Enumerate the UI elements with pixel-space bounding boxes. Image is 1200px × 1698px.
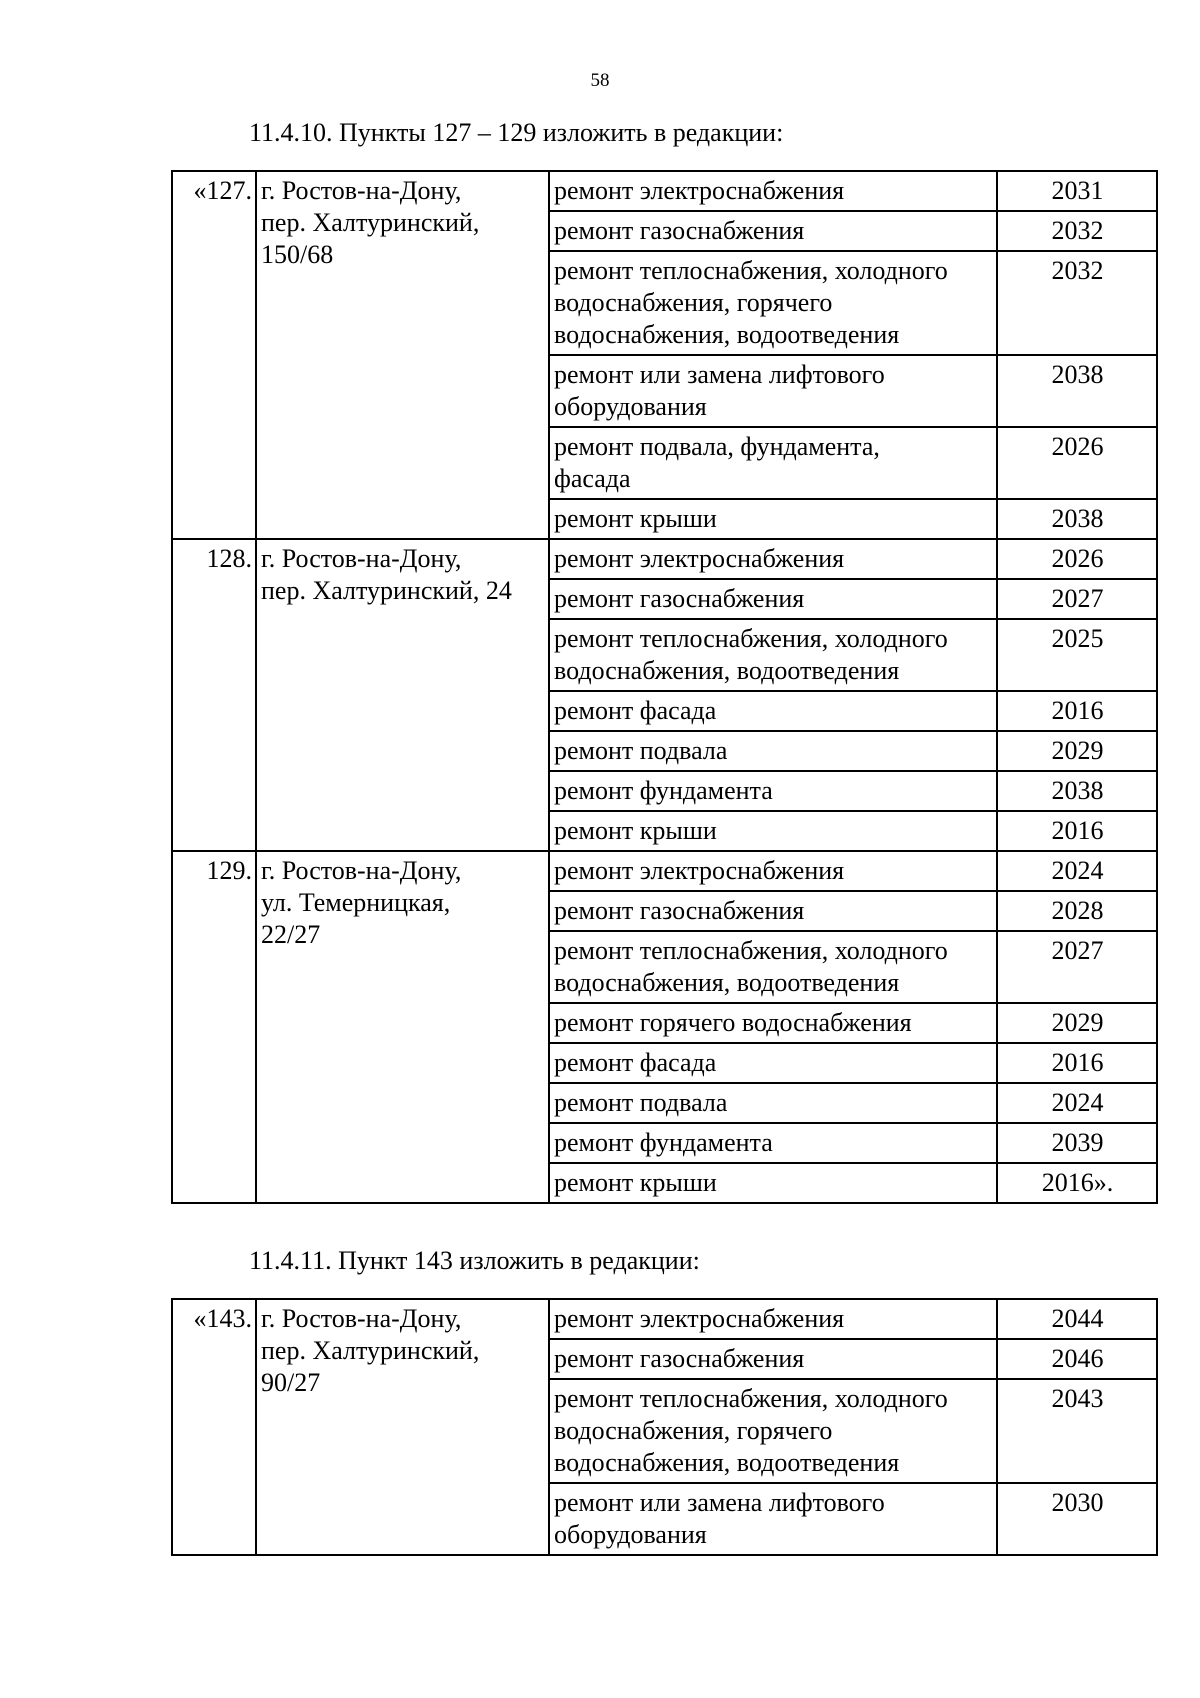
address-line: 22/27 [261,920,321,949]
work-type-line: водоснабжения, водоотведения [554,1448,900,1477]
year-cell: 2043 [997,1379,1157,1483]
work-type-cell [549,579,997,619]
work-type-line: ремонт теплоснабжения, холодного [554,1384,948,1413]
year-cell: 2016 [997,1043,1157,1083]
year-cell: 2039 [997,1123,1157,1163]
year-cell: 2038 [997,355,1157,427]
work-type-cell [549,355,997,427]
year-cell: 2028 [997,891,1157,931]
work-type-line: оборудования [554,1520,707,1549]
address-line: 150/68 [261,240,334,269]
work-type-line: ремонт газоснабжения [554,896,805,925]
year-cell: 2038 [997,771,1157,811]
work-type-cell [549,851,997,891]
work-type-cell [549,1299,997,1339]
work-type-line: ремонт теплоснабжения, холодного [554,256,948,285]
year-cell: 2032 [997,211,1157,251]
year-cell: 2024 [997,1083,1157,1123]
work-type-line: ремонт горячего водоснабжения [554,1008,912,1037]
year-cell: 2016 [997,691,1157,731]
entry-number: «143. [172,1299,256,1555]
work-type-cell [549,211,997,251]
year-cell: 2031 [997,171,1157,211]
work-type-line: водоснабжения, водоотведения [554,320,900,349]
work-type-cell [549,1483,997,1555]
work-type-line: ремонт крыши [554,504,717,533]
work-type-line: ремонт фундамента [554,776,773,805]
work-type-cell [549,171,997,211]
work-type-line: ремонт газоснабжения [554,216,805,245]
work-type-line: ремонт фасада [554,1048,717,1077]
work-type-cell [549,1123,997,1163]
work-type-line: ремонт теплоснабжения, холодного [554,624,948,653]
work-type-line: ремонт крыши [554,816,717,845]
work-type-line: ремонт подвала [554,1088,728,1117]
year-cell: 2030 [997,1483,1157,1555]
section-heading: 11.4.11. Пункт 143 изложить в редакции: [249,1246,700,1275]
address-line: ул. Темерницкая, [261,888,451,917]
work-type-line: водоснабжения, водоотведения [554,968,900,997]
section-heading: 11.4.10. Пункты 127 – 129 изложить в редакции: [249,118,784,147]
year-cell: 2046 [997,1339,1157,1379]
address-cell [256,171,549,539]
work-type-line: ремонт газоснабжения [554,1344,805,1373]
year-cell: 2025 [997,619,1157,691]
work-type-line: ремонт фундамента [554,1128,773,1157]
address-line: г. Ростов-на-Дону, [261,856,462,885]
work-type-cell [549,891,997,931]
work-type-line: водоснабжения, горячего [554,288,833,317]
work-type-line: ремонт подвала, фундамента, [554,432,880,461]
work-type-cell [549,731,997,771]
work-type-line: ремонт или замена лифтового [554,360,885,389]
work-type-line: водоснабжения, водоотведения [554,656,900,685]
year-cell: 2044 [997,1299,1157,1339]
address-line: 90/27 [261,1368,321,1397]
work-type-cell [549,931,997,1003]
work-type-cell [549,1339,997,1379]
work-type-line: ремонт электроснабжения [554,1304,845,1333]
work-type-cell [549,539,997,579]
work-type-line: водоснабжения, горячего [554,1416,833,1445]
work-type-cell [549,1379,997,1483]
year-cell: 2027 [997,579,1157,619]
year-cell: 2026 [997,427,1157,499]
repair-schedule-table [171,1298,1158,1556]
work-type-line: ремонт фасада [554,696,717,725]
work-type-line: ремонт электроснабжения [554,176,845,205]
work-type-cell [549,619,997,691]
year-cell: 2024 [997,851,1157,891]
work-type-line: фасада [554,464,631,493]
work-type-line: ремонт или замена лифтового [554,1488,885,1517]
work-type-cell [549,1003,997,1043]
work-type-line: ремонт подвала [554,736,728,765]
table-row [172,851,1157,891]
year-cell: 2027 [997,931,1157,1003]
page-number: 58 [590,70,610,91]
entry-number: 129. [172,851,256,1203]
address-cell [256,539,549,851]
work-type-cell [549,1163,997,1203]
table-row [172,539,1157,579]
address-line: пер. Халтуринский, 24 [261,576,512,605]
work-type-cell [549,427,997,499]
address-line: г. Ростов-на-Дону, [261,176,462,205]
table-row [172,1299,1157,1339]
address-cell [256,851,549,1203]
work-type-line: ремонт электроснабжения [554,544,845,573]
work-type-line: ремонт газоснабжения [554,584,805,613]
year-cell: 2029 [997,731,1157,771]
work-type-line: ремонт электроснабжения [554,856,845,885]
year-cell: 2016 [997,811,1157,851]
address-cell [256,1299,549,1555]
year-cell: 2032 [997,251,1157,355]
address-line: пер. Халтуринский, [261,208,480,237]
work-type-line: ремонт крыши [554,1168,717,1197]
work-type-cell [549,1043,997,1083]
address-line: г. Ростов-на-Дону, [261,544,462,573]
work-type-cell [549,691,997,731]
repair-schedule-table [171,170,1158,1204]
work-type-cell [549,251,997,355]
year-cell: 2038 [997,499,1157,539]
address-line: пер. Халтуринский, [261,1336,480,1365]
work-type-line: ремонт теплоснабжения, холодного [554,936,948,965]
work-type-cell [549,1083,997,1123]
address-line: г. Ростов-на-Дону, [261,1304,462,1333]
work-type-cell [549,499,997,539]
work-type-cell [549,811,997,851]
year-cell: 2016». [997,1163,1157,1203]
year-cell: 2029 [997,1003,1157,1043]
entry-number: 128. [172,539,256,851]
work-type-cell [549,771,997,811]
year-cell: 2026 [997,539,1157,579]
work-type-line: оборудования [554,392,707,421]
entry-number: «127. [172,171,256,539]
table-row [172,171,1157,211]
